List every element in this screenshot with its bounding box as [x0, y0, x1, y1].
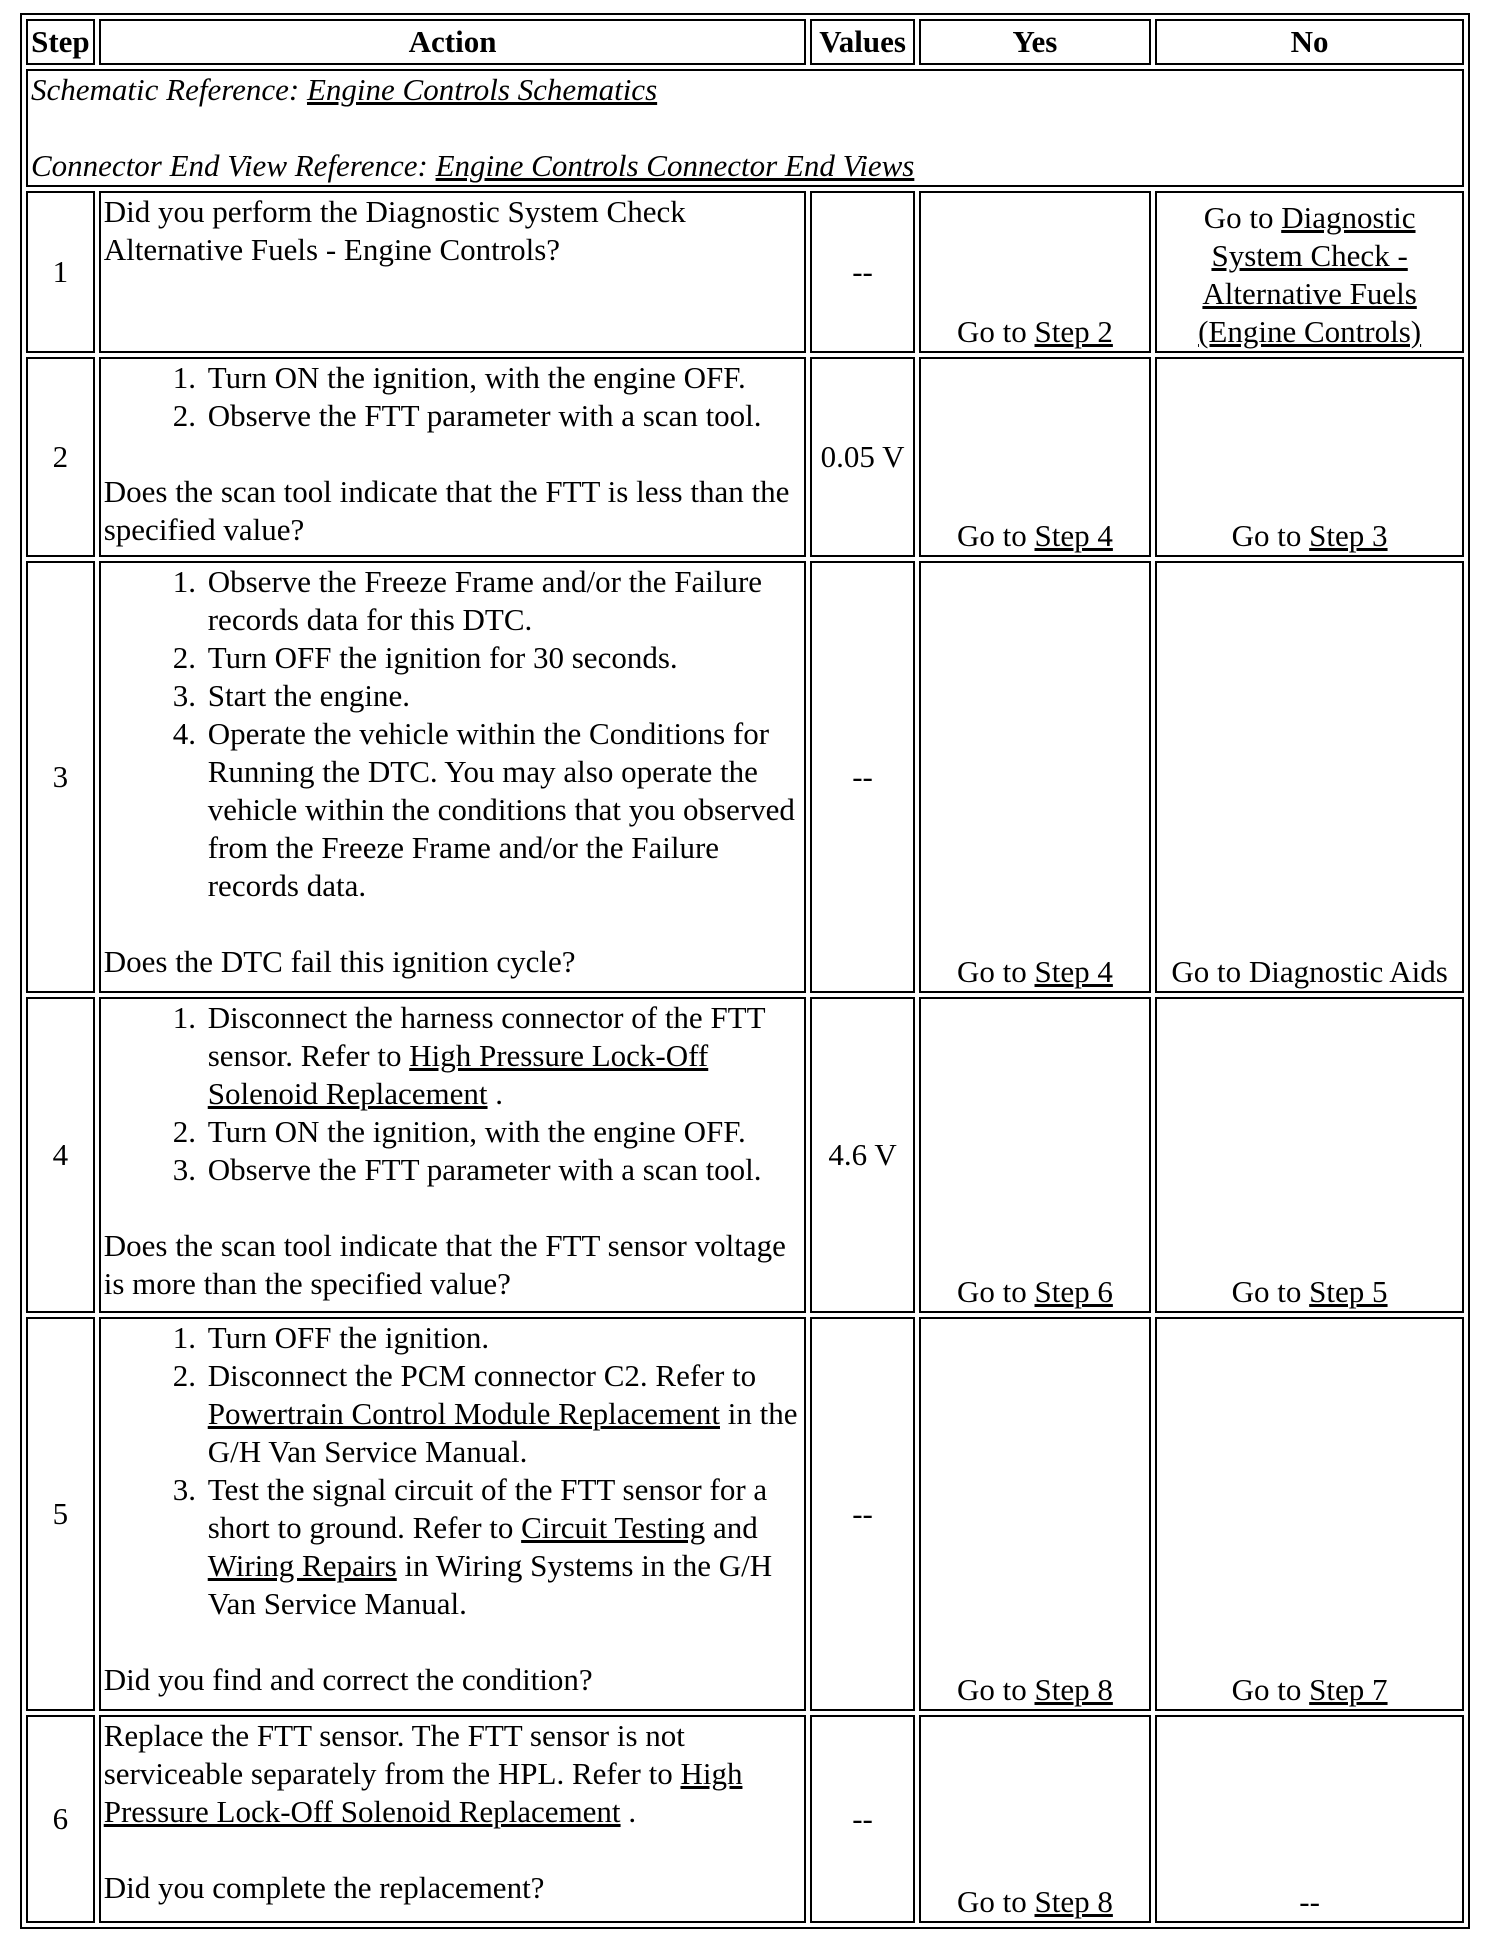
yes-link[interactable]: Step 2: [1034, 314, 1113, 349]
step-number: 1: [26, 191, 95, 353]
yes-link[interactable]: Step 4: [1034, 954, 1113, 989]
action-step: 4. Operate the vehicle within the Conditions for Running the DTC. You may also operate the vehicle within the conditions that you observed from the Freeze Frame and/or the Failure records data.: [204, 715, 803, 905]
circuit-testing-link[interactable]: Circuit Testing: [521, 1510, 706, 1545]
action-cell: [99, 997, 807, 1313]
action-step: 2. Observe the FTT parameter with a scan tool.: [204, 397, 803, 435]
reference-row: [26, 69, 1464, 187]
action-step: 1. Turn ON the ignition, with the engine OFF.: [204, 359, 803, 397]
yes-cell: Go to Step 6: [919, 997, 1152, 1313]
schematic-reference-label: Schematic Reference:: [31, 72, 307, 107]
action-step: 2. Disconnect the PCM connector C2. Refer to Powertrain Control Module Replacement in the G/H Van Service Manual.: [204, 1357, 803, 1471]
yes-link[interactable]: Step 8: [1034, 1884, 1113, 1919]
no-cell: Go to Diagnostic System Check - Alternative Fuels (Engine Controls): [1155, 191, 1464, 353]
action-cell: [99, 561, 807, 993]
value-cell: 0.05 V: [810, 357, 914, 557]
value-cell: --: [810, 1715, 914, 1923]
yes-cell: Go to Step 4: [919, 561, 1152, 993]
schematic-link[interactable]: Engine Controls Schematics: [306, 72, 658, 107]
reference-cell: [26, 69, 1464, 187]
action-step: 3. Test the signal circuit of the FTT sensor for a short to ground. Refer to Circuit Testing and Wiring Repairs in Wiring Systems in the G/H Van Service Manual.: [204, 1471, 803, 1623]
schematic-reference: [31, 71, 1459, 109]
action-step: 3. Start the engine.: [204, 677, 803, 715]
action-question: Did you perform the Diagnostic System Check Alternative Fuels - Engine Controls?: [103, 194, 686, 267]
action-steps: [104, 1319, 803, 1623]
value-cell: --: [810, 561, 914, 993]
value-cell: --: [810, 191, 914, 353]
action-step: 2. Turn ON the ignition, with the engine OFF.: [204, 1113, 803, 1151]
action-steps: [104, 563, 803, 905]
header-action: Action: [99, 19, 807, 65]
header-no: No: [1155, 19, 1464, 65]
action-question: Does the scan tool indicate that the FTT is less than the specified value?: [103, 474, 790, 547]
no-cell: Go to Step 3: [1155, 357, 1464, 557]
action-text: Replace the FTT sensor. The FTT sensor is not serviceable separately from the HPL. Refer to High Pressure Lock-Off Solenoid Replacement .: [103, 1718, 743, 1829]
diagnostic-table: [20, 13, 1470, 1929]
action-steps: [104, 999, 803, 1189]
no-cell: --: [1155, 1715, 1464, 1923]
action-question: Did you find and correct the condition?: [103, 1662, 593, 1697]
action-question: Does the scan tool indicate that the FTT sensor voltage is more than the specified value?: [103, 1228, 786, 1301]
no-cell: Go to Step 7: [1155, 1317, 1464, 1711]
action-cell: [99, 191, 807, 353]
hpl-replacement-link[interactable]: High Pressure Lock-Off Solenoid Replacement: [207, 1038, 709, 1111]
connector-reference: [31, 147, 1459, 185]
no-link[interactable]: Step 5: [1309, 1274, 1388, 1309]
action-question: Did you complete the replacement?: [103, 1870, 545, 1905]
no-cell: [1155, 561, 1464, 993]
table-row: [26, 561, 1464, 993]
step-number: 5: [26, 1317, 95, 1711]
header-values: Values: [810, 19, 914, 65]
value-cell: --: [810, 1317, 914, 1711]
yes-link[interactable]: Step 4: [1034, 518, 1113, 553]
value-cell: 4.6 V: [810, 997, 914, 1313]
action-cell: [99, 1317, 807, 1711]
connector-reference-label: Connector End View Reference:: [31, 148, 436, 183]
no-link[interactable]: Step 3: [1309, 518, 1388, 553]
yes-link[interactable]: Step 6: [1034, 1274, 1113, 1309]
yes-cell: Go to Step 8: [919, 1317, 1152, 1711]
pcm-replacement-link[interactable]: Powertrain Control Module Replacement: [207, 1396, 720, 1431]
table-row: [26, 997, 1464, 1313]
table-row: [26, 1715, 1464, 1923]
no-cell: Go to Step 5: [1155, 997, 1464, 1313]
header-yes: Yes: [919, 19, 1152, 65]
table-row: [26, 1317, 1464, 1711]
no-link[interactable]: Diagnostic System Check - Alternative Fuels (Engine Controls): [1198, 200, 1422, 349]
action-step: 2. Turn OFF the ignition for 30 seconds.: [204, 639, 803, 677]
action-cell: [99, 1715, 807, 1923]
action-question: Does the DTC fail this ignition cycle?: [103, 944, 576, 979]
wiring-repairs-link[interactable]: Wiring Repairs: [207, 1548, 397, 1583]
action-step: 3. Observe the FTT parameter with a scan tool.: [204, 1151, 803, 1189]
step-number: 3: [26, 561, 95, 993]
header-row: [26, 19, 1464, 65]
step-number: 4: [26, 997, 95, 1313]
header-step: Step: [26, 19, 95, 65]
diagnostic-aids-text[interactable]: Go to Diagnostic Aids: [1171, 954, 1448, 989]
table-row: [26, 357, 1464, 557]
yes-cell: Go to Step 2: [919, 191, 1152, 353]
yes-link[interactable]: Step 8: [1034, 1672, 1113, 1707]
table-row: [26, 191, 1464, 353]
action-steps: [104, 359, 803, 435]
no-link[interactable]: Step 7: [1309, 1672, 1388, 1707]
action-step: 1. Observe the Freeze Frame and/or the Failure records data for this DTC.: [204, 563, 803, 639]
step-number: 6: [26, 1715, 95, 1923]
step-number: 2: [26, 357, 95, 557]
yes-cell: Go to Step 4: [919, 357, 1152, 557]
action-cell: [99, 357, 807, 557]
hpl-replacement-link[interactable]: High Pressure Lock-Off Solenoid Replacement: [103, 1756, 743, 1829]
yes-cell: Go to Step 8: [919, 1715, 1152, 1923]
action-step: 1. Turn OFF the ignition.: [204, 1319, 803, 1357]
connector-link[interactable]: Engine Controls Connector End Views: [435, 148, 915, 183]
action-step: 1. Disconnect the harness connector of the FTT sensor. Refer to High Pressure Lock-Off Solenoid Replacement .: [204, 999, 803, 1113]
